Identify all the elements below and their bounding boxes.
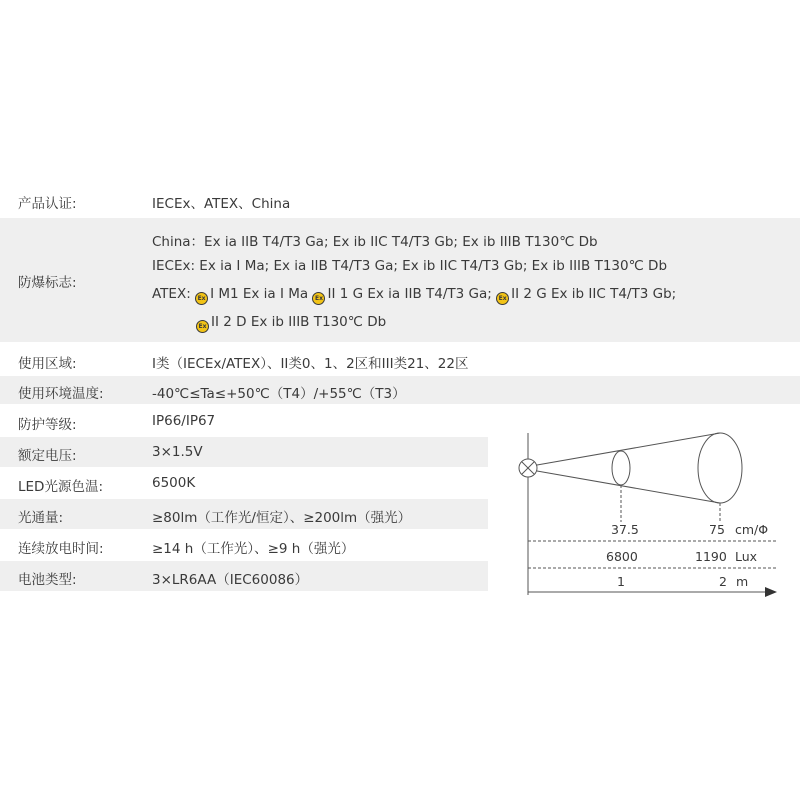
row-voltage [0,437,488,467]
ex-atex-line-2 [196,314,386,333]
lux-far-value: 1190 [695,549,727,564]
beam-ellipse-near [612,451,630,485]
distance-far-value: 2 [719,574,727,589]
row-usage-zone [0,346,800,374]
distance-unit: m [736,574,749,589]
ambient-temp-value: -40℃≤Ta≤+50℃（T4）/+55℃（T3） [152,386,406,402]
ex-mark-icon: Ex [196,320,209,333]
runtime-label: 连续放电时间: [18,541,104,557]
distance-near-value: 1 [617,574,625,589]
ex-atex-line [152,286,676,305]
battery-value: 3×LR6AA（IEC60086） [152,572,309,588]
diameter-unit: cm/Φ [735,522,769,537]
luminous-flux-value: ≥80lm（工作光/恒定）、≥200lm（强光） [152,510,412,526]
voltage-value: 3×1.5V [152,444,203,460]
ambient-temp-label: 使用环境温度: [18,386,104,402]
protection-label: 防护等级: [18,417,77,433]
atex-part-4: II 2 D Ex ib IIIB T130℃ Db [211,314,387,330]
diameter-far-value: 75 [709,522,725,537]
beam-edge-bottom [537,471,720,503]
row-battery [0,561,488,591]
ex-mark-icon: Ex [496,292,509,305]
color-temp-value: 6500K [152,475,196,491]
row-runtime [0,530,488,560]
lux-near-value: 6800 [606,549,638,564]
diameter-near-value: 37.5 [611,522,639,537]
color-temp-label: LED光源色温: [18,479,103,495]
usage-zone-value: I类（IECEx/ATEX）、II类0、1、2区和III类21、22区 [152,356,469,372]
arrow-right-icon [765,587,777,597]
beam-ellipse-far [698,433,742,503]
beam-diagram [515,425,785,605]
atex-prefix: ATEX: [152,286,191,302]
runtime-value: ≥14 h（工作光）、≥9 h（强光） [152,541,355,557]
row-certification [0,186,800,214]
certification-value: IECEx、ATEX、China [152,196,291,212]
battery-label: 电池类型: [18,572,77,588]
explosion-marking-label: 防爆标志: [18,275,77,291]
atex-part-1: I M1 Ex ia I Ma [210,286,309,302]
beam-edge-top [537,433,720,465]
usage-zone-label: 使用区域: [18,356,77,372]
ex-iecex-line: IECEx: Ex ia I Ma; Ex ia IIB T4/T3 Ga; Ex ib IIC T4/T3 Gb; Ex ib IIIB T130℃ Db [152,258,668,274]
certification-label: 产品认证: [18,196,77,212]
row-explosion-marking [0,218,800,342]
luminous-flux-label: 光通量: [18,510,64,526]
voltage-label: 额定电压: [18,448,77,464]
row-ambient-temp [0,376,800,404]
ex-mark-icon: Ex [195,292,208,305]
protection-value: IP66/IP67 [152,413,216,429]
lux-unit: Lux [735,549,758,564]
row-protection [0,406,488,436]
ex-china-line: China：Ex ia IIB T4/T3 Ga; Ex ib IIC T4/T3 Gb; Ex ib IIIB T130℃ Db [152,234,598,250]
row-luminous-flux [0,499,488,529]
atex-part-3: II 2 G Ex ib IIC T4/T3 Gb; [511,286,677,302]
row-color-temp [0,468,488,498]
ex-mark-icon: Ex [312,292,325,305]
atex-part-2: II 1 G Ex ia IIB T4/T3 Ga; [327,286,492,302]
